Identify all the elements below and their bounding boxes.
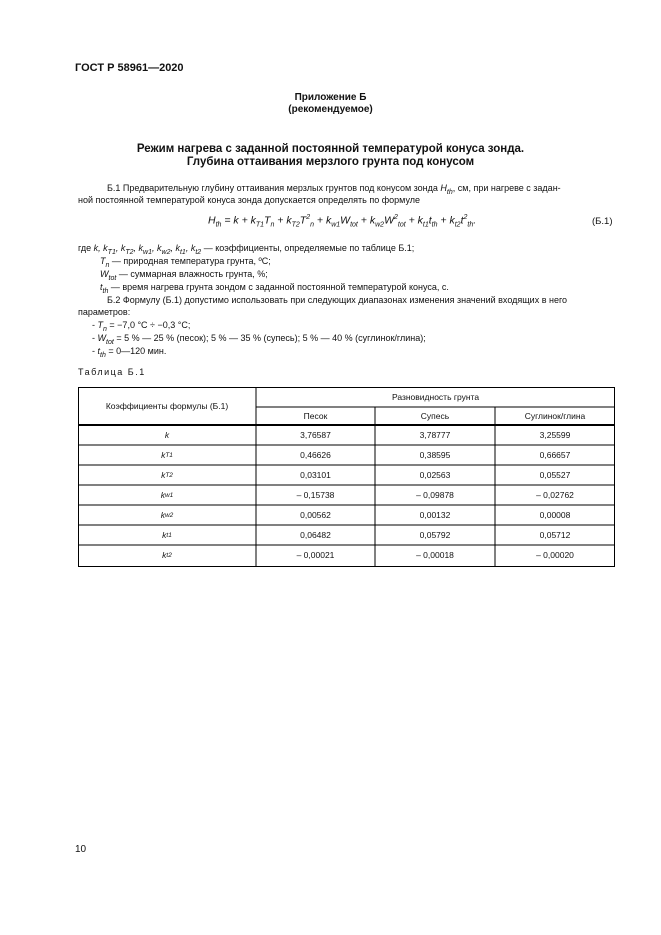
- section-heading-line1: Режим нагрева с заданной постоянной температурой конуса зонда.: [136, 143, 525, 155]
- table-cell: 3,78777: [419, 430, 451, 440]
- table-column-header: Суглинок/глина: [524, 411, 586, 421]
- formula-b1: $H_{th} = k + k_{T1}T_n + k_{T2}T^2_n + k_{w1}W_{tot} + k_{w2}W^2_{tot} + k_{t1}t_{th} + k_{t2}t^2_{th}$.: [208, 214, 477, 229]
- page-number: 10: [75, 844, 87, 855]
- document-id: ГОСТ Р 58961—2020: [75, 62, 184, 74]
- table-cell: – 0,02762: [536, 490, 574, 500]
- range-wtot: - $W_{tot} = 5$ % — 25 % (песок); 5 % — 35 % (супесь); 5 % — 40 % (суглинок/глина);: [92, 333, 426, 346]
- table-cell: 0,00132: [419, 510, 451, 520]
- where-clause: где k, $k_{T1}$, $k_{T2}$, $k_{w1}$, $k_{w2}$, $k_{t1}$, $k_{t2}$ — коэффициенты, определяемые по таблице Б.1;: [78, 243, 415, 256]
- range-tth: - $t_{th}$ = 0—120 мин.: [92, 346, 167, 359]
- table-cell: 3,76587: [300, 430, 331, 440]
- table-row-coefficient: k t1: [162, 530, 172, 540]
- table-row-coefficient: k t2: [162, 550, 172, 560]
- table-cell: 0,00008: [539, 510, 571, 520]
- table-column-header: Супесь: [420, 411, 450, 421]
- table-cell: – 0,09878: [416, 490, 454, 500]
- definition-wtot: $W_{tot}$ — суммарная влажность грунта, %;: [100, 269, 268, 282]
- table-cell: – 0,00020: [536, 550, 574, 560]
- section-heading-line2: Глубина оттаивания мерзлого грунта под конусом: [186, 156, 475, 168]
- formula-number: (Б.1): [592, 216, 613, 227]
- table-row-coefficient: k: [164, 430, 170, 440]
- definition-tth: $t_{th}$ — время нагрева грунта зондом с заданной постоянной температурой конуса, с.: [100, 282, 449, 295]
- table-header-coefficients: Коэффициенты формулы (Б.1): [105, 401, 229, 411]
- table-cell: 3,25599: [539, 430, 571, 440]
- table-cell: 0,38595: [419, 450, 451, 460]
- table-cell: 0,06482: [300, 530, 331, 540]
- table-cell: 0,05527: [539, 470, 571, 480]
- table-cell: 0,66657: [539, 450, 571, 460]
- table-row-coefficient: k T2: [161, 470, 173, 480]
- table-cell: 0,05712: [539, 530, 571, 540]
- table-row-coefficient: k w1: [160, 490, 174, 500]
- table-caption: Таблица Б.1: [78, 367, 146, 377]
- appendix-subtitle: (рекомендуемое): [288, 104, 373, 115]
- table-header-soil-type: Разновидность грунта: [391, 392, 480, 402]
- table-column-header: Песок: [303, 411, 328, 421]
- range-tn: - $T_n = -7,0$ °C ÷ −0,3 °C;: [92, 320, 191, 333]
- table-cell: 0,46626: [300, 450, 331, 460]
- table-row-coefficient: k T1: [161, 450, 173, 460]
- table-cell: 0,05792: [419, 530, 451, 540]
- paragraph-b1-line2: ной постоянной температурой конуса зонда допускается определять по формуле: [78, 195, 420, 205]
- paragraph-b1-line1: Б.1 Предварительную глубину оттаивания мерзлых грунтов под конусом зонда $H_{th}$, см, при нагреве с задан-: [107, 183, 561, 196]
- definition-tn: $T_n$ — природная температура грунта, ºC;: [100, 256, 271, 269]
- table-cell: 0,00562: [300, 510, 331, 520]
- paragraph-b2-line1: Б.2 Формулу (Б.1) допустимо использовать при следующих диапазонах изменения значений входящих в него: [107, 295, 568, 305]
- table-cell: 0,03101: [300, 470, 331, 480]
- appendix-title: Приложение Б: [294, 92, 367, 103]
- table-cell: 0,02563: [419, 470, 451, 480]
- table-cell: – 0,15738: [296, 490, 335, 500]
- coefficients-table: [78, 387, 615, 567]
- paragraph-b2-line2: параметров:: [78, 307, 131, 317]
- table-cell: – 0,00021: [296, 550, 335, 560]
- table-row-coefficient: k w2: [160, 510, 174, 520]
- table-cell: – 0,00018: [416, 550, 454, 560]
